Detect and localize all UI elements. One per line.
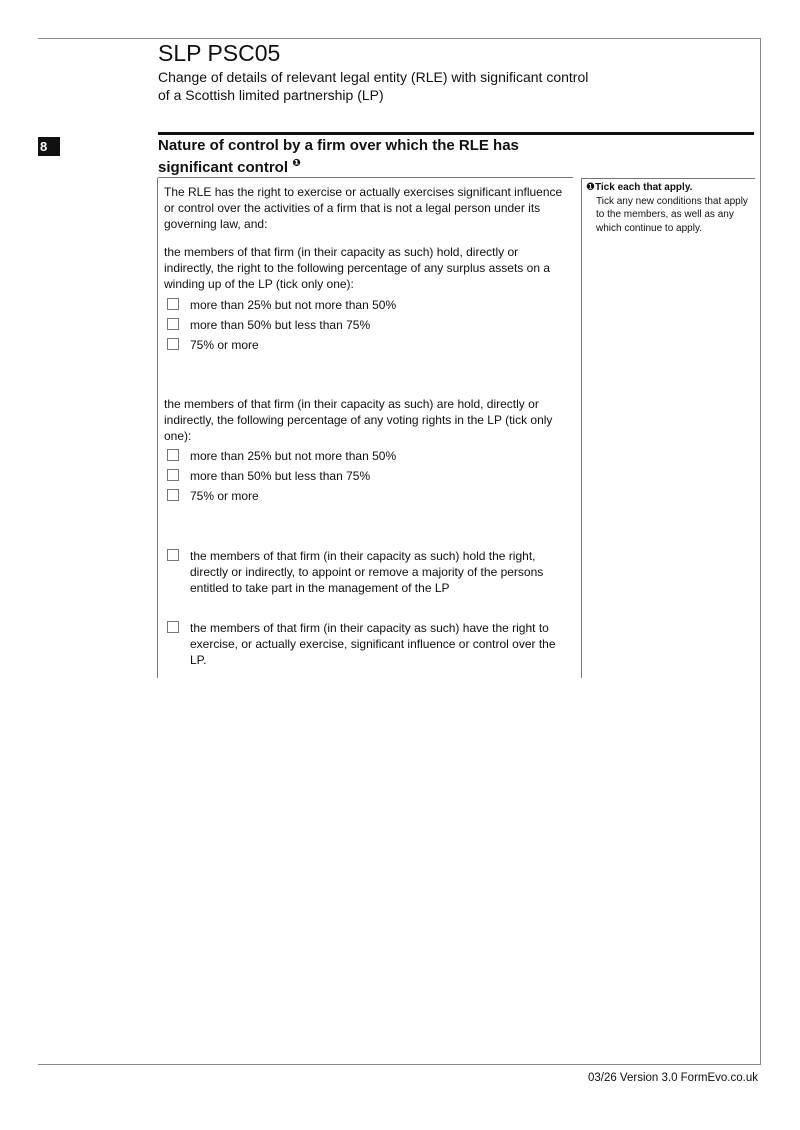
- frame-top-line: [38, 38, 761, 39]
- option-label: more than 25% but not more than 50%: [190, 449, 397, 463]
- form-subtitle: [158, 68, 618, 104]
- option-label: more than 50% but less than 75%: [190, 318, 371, 332]
- section-number: 8: [38, 137, 60, 156]
- checkbox[interactable]: [167, 449, 179, 461]
- footer-version: 03/26 Version 3.0 FormEvo.co.uk: [587, 1072, 758, 1084]
- checkbox[interactable]: [167, 298, 179, 310]
- checkbox[interactable]: [167, 338, 179, 350]
- side-top-line: [581, 178, 755, 179]
- frame-right-line: [760, 38, 761, 1064]
- section-title-line1: Nature of control by a firm over which the RLE has: [158, 137, 519, 154]
- checkbox[interactable]: [167, 621, 179, 633]
- surplus-question: the members of that firm (in their capacity as such) hold, directly or indirectly, the right to the following percentage of any surplus assets on a winding up of the LP (tick only one):: [164, 245, 550, 291]
- intro-text: The RLE has the right to exercise or actually exercises significant influence or control over the activities of a firm that is not a legal person under its governing law, and:: [164, 185, 563, 231]
- section-rule: [158, 132, 754, 135]
- form-code: SLP PSC05: [158, 40, 281, 66]
- option-label: more than 25% but not more than 50%: [190, 298, 397, 312]
- form-subtitle-line2: of a Scottish limited partnership (LP): [158, 87, 384, 103]
- guidance-heading: Tick each that apply.: [594, 182, 693, 193]
- checkbox[interactable]: [167, 318, 179, 330]
- checkbox[interactable]: [167, 549, 179, 561]
- checkbox[interactable]: [167, 489, 179, 501]
- column-divider: [581, 178, 582, 678]
- note-marker-icon: ❶: [292, 158, 301, 169]
- frame-bottom-line: [38, 1064, 761, 1065]
- form-subtitle-line1: Change of details of relevant legal entity (RLE) with significant control: [158, 69, 589, 85]
- checkbox[interactable]: [167, 469, 179, 481]
- guidance-note: [586, 181, 751, 235]
- section-title-line2: significant control: [158, 159, 289, 176]
- section-title: [158, 137, 538, 177]
- guidance-body: Tick any new conditions that apply to the members, as well as any which continue to apply.: [596, 195, 748, 234]
- option-label: the members of that firm (in their capacity as such) hold the right, directly or indirectly, to appoint or remove a majority of the persons entitled to take part in the management of the LP: [190, 549, 544, 595]
- content-left-line: [157, 178, 158, 678]
- option-label: more than 50% but less than 75%: [190, 469, 371, 483]
- content-top-line: [158, 177, 573, 178]
- option-label: 75% or more: [190, 489, 259, 503]
- info-marker-icon: ❶: [586, 182, 595, 193]
- option-label: the members of that firm (in their capacity as such) have the right to exercise, or actually exercise, significant influence or control over the LP.: [190, 621, 556, 667]
- voting-question: the members of that firm (in their capacity as such) are hold, directly or indirectly, the following percentage of any voting rights in the LP (tick only one):: [164, 397, 553, 443]
- option-label: 75% or more: [190, 338, 259, 352]
